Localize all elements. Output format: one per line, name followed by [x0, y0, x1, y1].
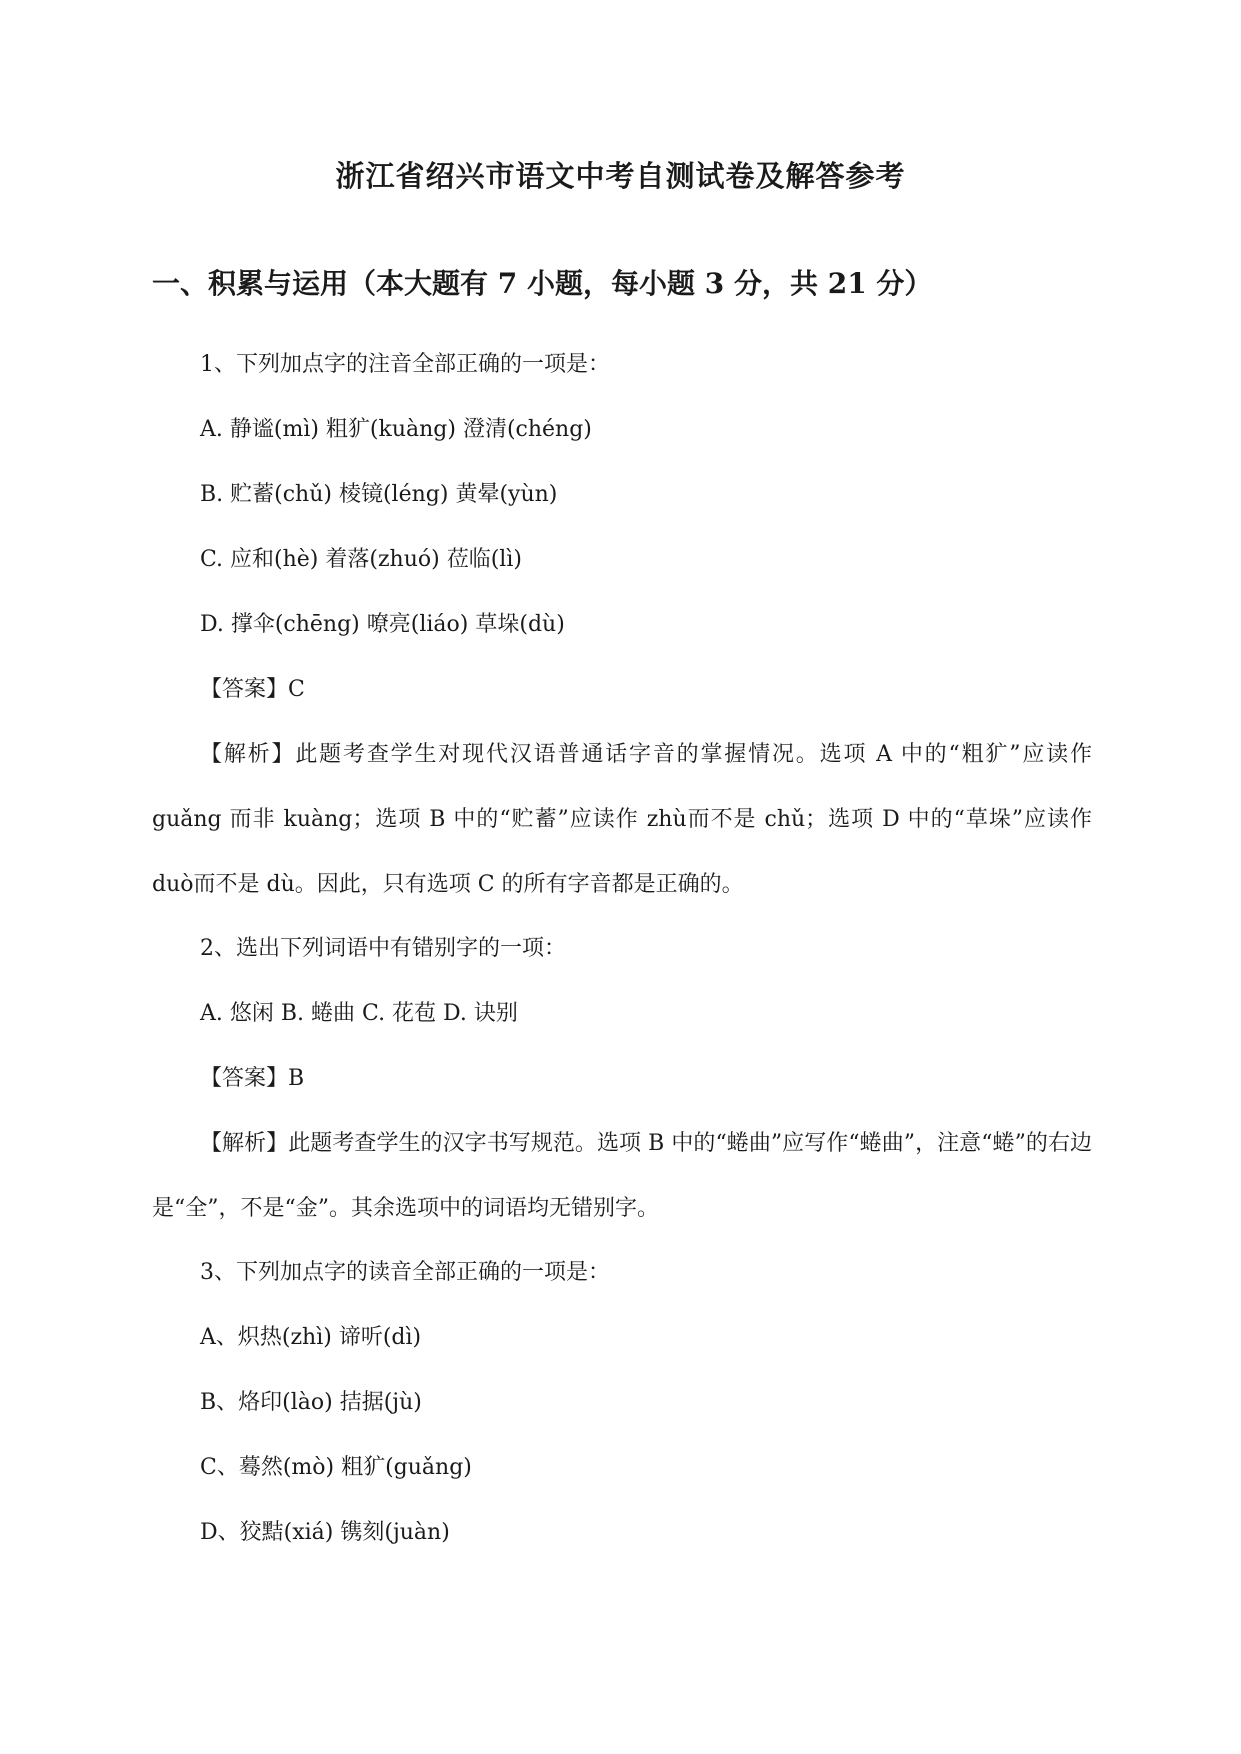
question-2-stem: 2、选出下列词语中有错别字的一项： — [200, 936, 566, 961]
question-1-analysis: 【解析】此题考查学生对现代汉语普通话字音的掌握情况。选项 A 中的“粗犷”应读作 guǎng 而非 kuàng；选项 B 中的“贮蓄”应读作 zhù而不是 chǔ；选项 D 中的“草垛”应读作 duò而不是 dù。因此，只有选项 C 的所有字音都是正确的。 — [152, 742, 1092, 897]
question-3-option-b: B、烙印(lào) 拮据(jù) — [200, 1390, 422, 1415]
question-3-option-c: C、蓦然(mò) 粗犷(guǎng) — [200, 1455, 472, 1480]
section-heading: 一、积累与运用（本大题有 7 小题，每小题 3 分，共 21 分） — [152, 267, 933, 300]
question-1-option-b: B. 贮蓄(chǔ) 棱镜(léng) 黄晕(yùn) — [200, 482, 558, 507]
document-body — [152, 350, 1092, 1583]
question-2-analysis: 【解析】此题考查学生的汉字书写规范。选项 B 中的“蜷曲”应写作“蜷曲”，注意“蜷”的右边是“全”，不是“金”。其余选项中的词语均无错别字。 — [152, 1131, 1092, 1221]
document-title: 浙江省绍兴市语文中考自测试卷及解答参考 — [335, 159, 906, 193]
question-1-stem: 1、下列加点字的注音全部正确的一项是： — [200, 352, 610, 377]
question-3-option-a: A、炽热(zhì) 谛听(dì) — [200, 1325, 422, 1350]
question-3-stem: 3、下列加点字的读音全部正确的一项是： — [200, 1260, 610, 1285]
question-1-option-c: C. 应和(hè) 着落(zhuó) 莅临(lì) — [200, 547, 522, 572]
question-2-options: A. 悠闲 B. 蜷曲 C. 花苞 D. 诀别 — [200, 1001, 518, 1026]
question-1-option-a: A. 静谧(mì) 粗犷(kuàng) 澄清(chéng) — [200, 417, 592, 442]
question-3-option-d: D、狡黠(xiá) 镌刻(juàn) — [200, 1520, 450, 1545]
question-2-answer: 【答案】B — [200, 1066, 305, 1091]
question-1-option-d: D. 撑伞(chēng) 嘹亮(liáo) 草垛(dù) — [200, 612, 565, 637]
question-1-answer: 【答案】C — [200, 677, 305, 702]
